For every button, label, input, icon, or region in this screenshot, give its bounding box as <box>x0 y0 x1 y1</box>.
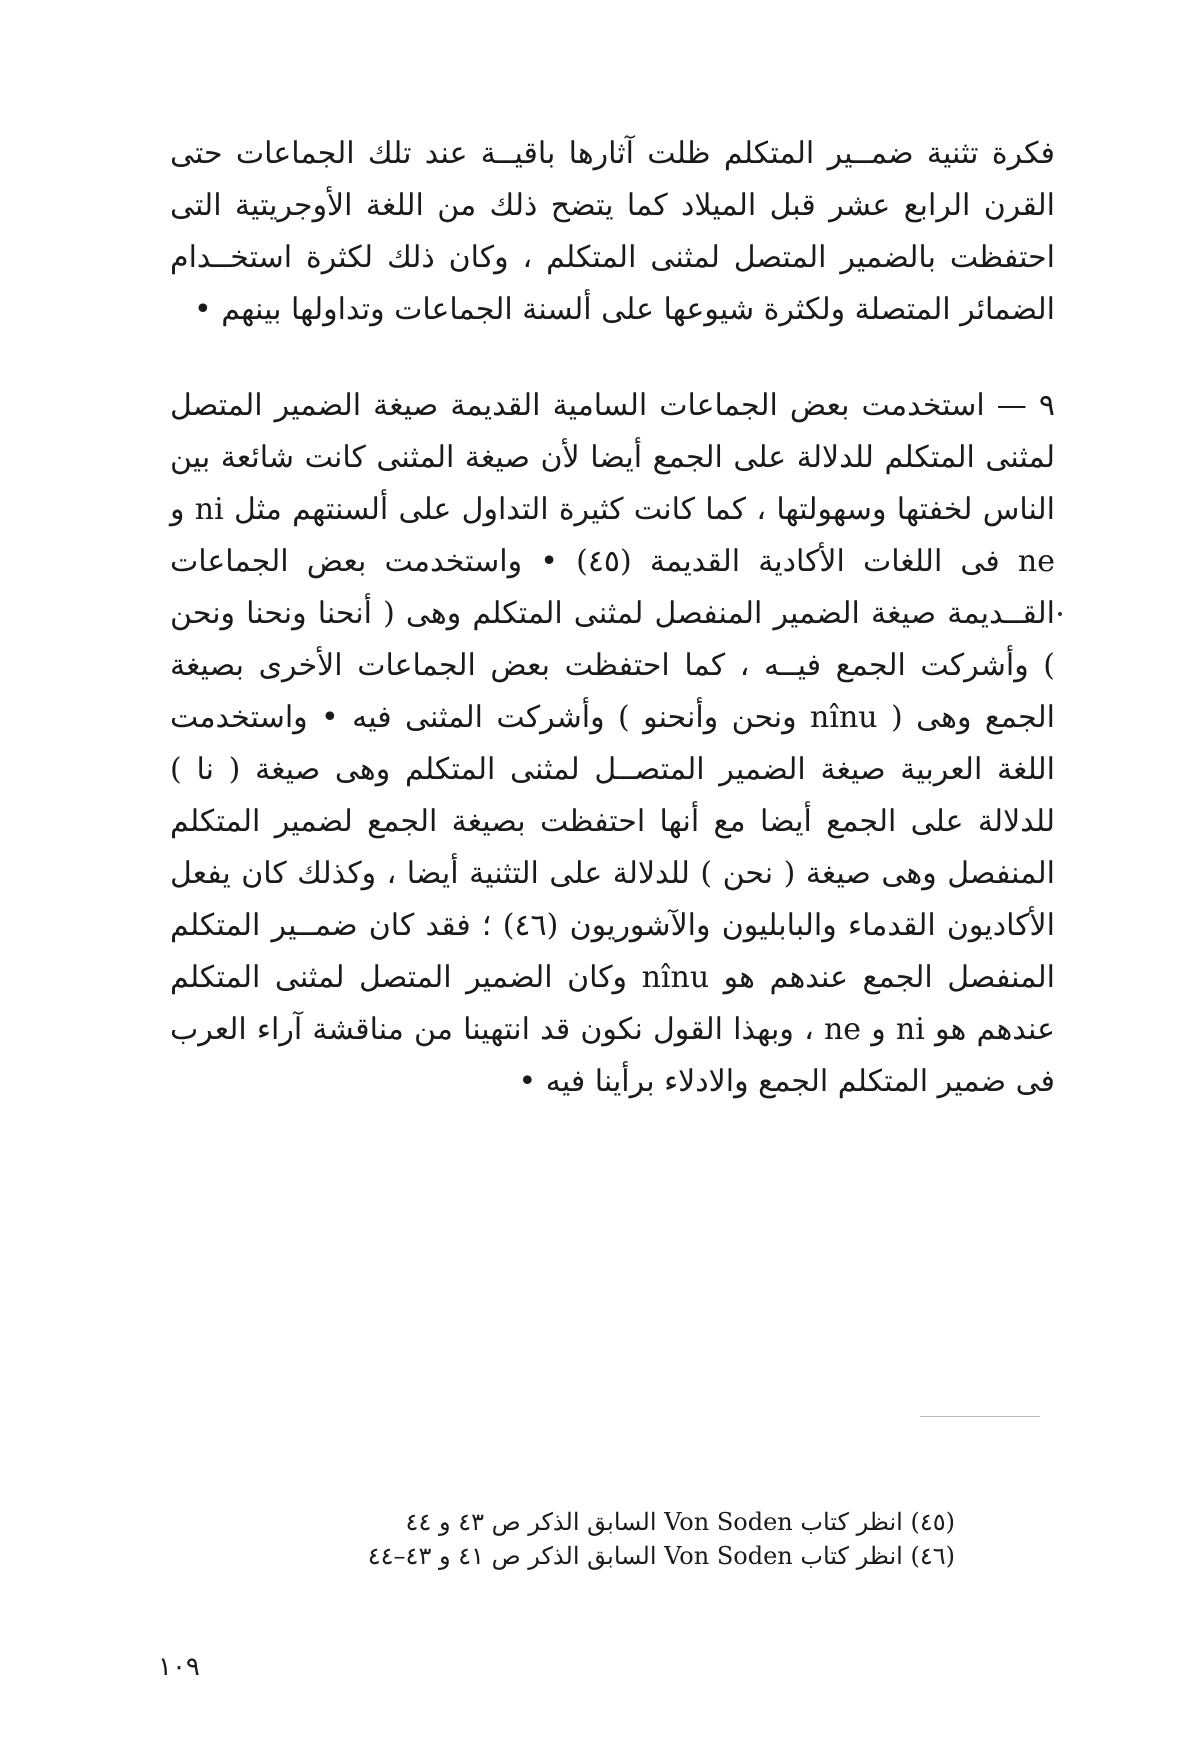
margin-mark <box>1058 612 1062 616</box>
paragraph-2: ٩ — استخدمت بعض الجماعات السامية القديمة صيغة الضمير المتصل لمثنى المتكلم للدلالة على الجمع أيضا لأن صيغة المثنى كانت شائعة بين الناس لخفتها وسهولتها ، كما كانت كثيرة التداول على ألسنتهم مثل ni و ne فى اللغات الأكادية القديمة (٤٥) • واستخدمت بعض الجماعات القــديمة صيغة الضمير المنفصل لمثنى المتكلم وهى ( أنحنا ونحنا ونحن ) وأشركت الجمع فيــه ، كما احتفظت بعض الجماعات الأخرى بصيغة الجمع وهى ( nînu ونحن وأنحنو ) وأشركت المثنى فيه • واستخدمت اللغة العربية صيغة الضمير المتصــل لمثنى المتكلم وهى صيغة ( نا ) للدلالة على الجمع أيضا مع أنها احتفظت بصيغة الجمع لضمير المتكلم المنفصل وهى صيغة ( نحن ) للدلالة على التثنية أيضا ، وكذلك كان يفعل الأكاديون القدماء والبابليون والآشوريون (٤٦) ؛ فقد كان ضمــير المتكلم المنفصل الجمع عندهم هو nînu وكان الضمير المتصل لمثنى المتكلم عندهم هو ni و ne ، وبهذا القول نكون قد انتهينا من مناقشة آراء العرب فى ضمير المتكلم الجمع والادلاء برأينا فيه • <box>170 388 1055 1099</box>
page-number: ١٠٩ <box>158 1652 200 1682</box>
footnote-46: (٤٦) انظر كتاب Von Soden السابق الذكر ص ٤١ و ٤٣–٤٤ <box>367 1542 955 1570</box>
paragraph-1: فكرة تثنية ضمــير المتكلم ظلت آثارها باقيــة عند تلك الجماعات حتى القرن الرابع عشر قبل الميلاد كما يتضح ذلك من اللغة الأوجريتية التى احتفظت بالضمير المتصل لمثنى المتكلم ، وكان ذلك لكثرة استخــدام الضمائر المتصلة ولكثرة شيوعها على ألسنة الجماعات وتداولها بينهم • <box>170 136 1055 327</box>
footnotes <box>250 1505 955 1573</box>
body-text <box>170 128 1055 1108</box>
footnote-45: (٤٥) انظر كتاب Von Soden السابق الذكر ص ٤٣ و ٤٤ <box>405 1508 955 1536</box>
footnote-divider <box>920 1416 1040 1417</box>
